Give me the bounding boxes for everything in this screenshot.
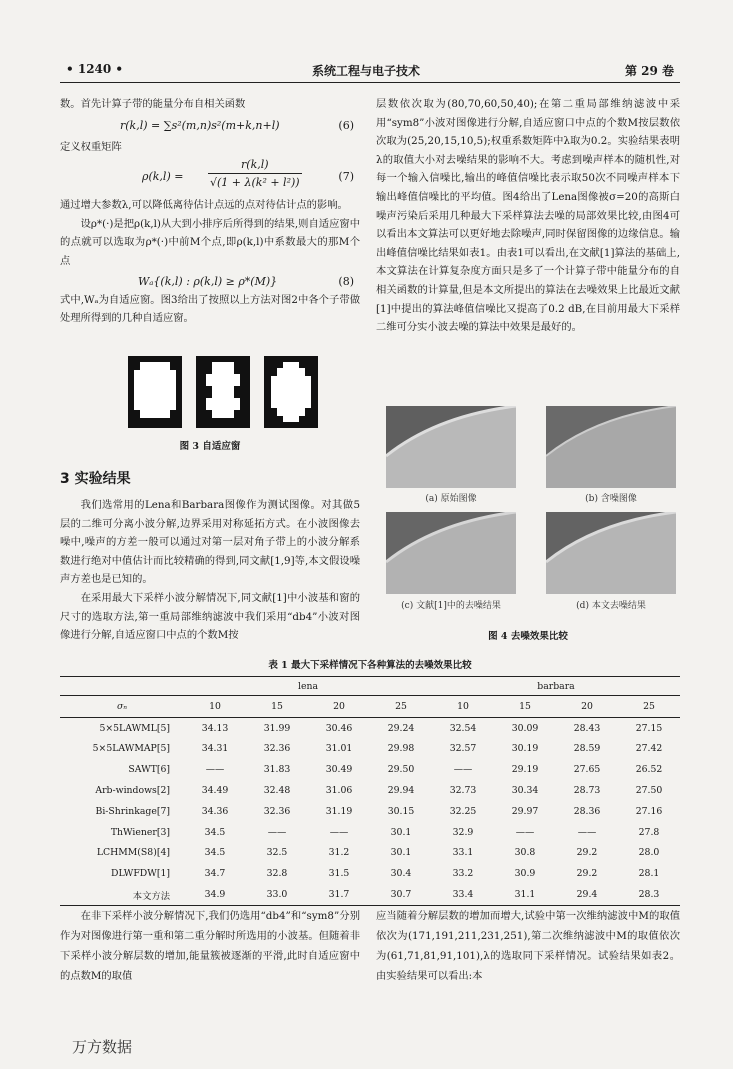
table-row <box>60 717 680 738</box>
value-cell: 31.99 <box>246 717 308 738</box>
value-cell: 29.94 <box>387 785 415 797</box>
sigma-cell: 15 <box>246 696 308 718</box>
sigma-label: σₙ <box>60 696 184 718</box>
value-cell: 33.2 <box>452 868 474 880</box>
section-heading: 3 实验结果 <box>60 471 131 487</box>
value-cell: 28.1 <box>638 868 660 880</box>
value-cell: 34.5 <box>204 826 226 838</box>
value-cell: 29.19 <box>511 764 539 776</box>
value-cell: 31.1 <box>494 884 556 905</box>
sigma-cell: 10 <box>432 696 494 718</box>
value-cell: 31.5 <box>328 868 350 880</box>
value-cell: 31.83 <box>263 764 291 776</box>
method-cell: DLWFDW[1] <box>110 868 170 880</box>
value-cell: 30.1 <box>390 826 412 838</box>
method-cell: 本文方法 <box>60 884 184 905</box>
value-cell: 32.36 <box>263 743 291 755</box>
value-cell: 34.49 <box>201 785 229 797</box>
value-cell: 30.09 <box>494 717 556 738</box>
results-table <box>60 676 680 906</box>
equation-6-body: r(k,l) = ∑s²(m,n)s²(m+k,n+l) <box>120 118 280 132</box>
bottom-left-text: 在非下采样小波分解情况下,我们仍选用“db4”和“sym8”分别作为对图像进行第一重和第二重分解时所选用的小波基。但随着非下采样小波分解层数的增加,能量簇被逐渐的平滑,此时自适应窗中的点数M的取值 <box>60 910 360 982</box>
value-cell: 29.97 <box>511 805 539 817</box>
value-cell: 30.7 <box>370 884 432 905</box>
sigma-cell: 25 <box>618 696 680 718</box>
value-cell: 27.42 <box>635 743 663 755</box>
value-cell: 31.7 <box>308 884 370 905</box>
bottom-left-paragraph <box>60 906 360 986</box>
value-cell: —— <box>329 826 349 838</box>
table-row <box>60 863 680 884</box>
adaptive-window-3 <box>264 356 318 428</box>
value-cell: 30.9 <box>514 868 536 880</box>
equation-6 <box>60 114 360 138</box>
equation-8 <box>60 271 360 291</box>
value-cell: 33.4 <box>432 884 494 905</box>
value-cell: 33.0 <box>246 884 308 905</box>
results-table-wrap <box>60 676 680 906</box>
table-sigma-row <box>60 696 680 718</box>
value-cell: 32.57 <box>449 743 477 755</box>
equation-8-body: Wₐ{(k,l) : ρ(k,l) ≥ ρ*(M)} <box>138 274 278 288</box>
value-cell: 30.8 <box>514 847 536 859</box>
equation-7-numerator: r(k,l) <box>208 156 302 174</box>
left-paragraph-4: 设ρ*(·)是把ρ(k,l)从大到小排序后所得到的结果,则自适应窗中的点就可以选取为ρ*(·)中前M个点,即ρ(k,l)中系数最大的那M个点 <box>60 217 360 267</box>
value-cell: 27.8 <box>638 826 660 838</box>
volume-label: 第 29 卷 <box>625 64 675 78</box>
value-cell: 27.50 <box>635 785 663 797</box>
figure-4d-label: (d) 本文去噪结果 <box>576 601 646 611</box>
figure-3-caption: 图 3 自适应窗 <box>179 441 241 452</box>
value-cell: —— <box>205 764 225 776</box>
value-cell: 29.24 <box>370 717 432 738</box>
group-barbara: barbara <box>432 677 680 696</box>
value-cell: —— <box>515 826 535 838</box>
value-cell: 30.1 <box>390 847 412 859</box>
bottom-right-paragraph <box>376 906 680 986</box>
table-row <box>60 884 680 905</box>
value-cell: 29.2 <box>576 847 598 859</box>
table-caption: 表 1 最大下采样情况下各种算法的去噪效果比较 <box>268 660 472 671</box>
value-cell: 30.46 <box>308 717 370 738</box>
value-cell: 34.36 <box>201 805 229 817</box>
value-cell: 29.2 <box>576 868 598 880</box>
sigma-cell: 15 <box>494 696 556 718</box>
value-cell: 34.9 <box>184 884 246 905</box>
value-cell: 28.73 <box>573 785 601 797</box>
value-cell: 32.5 <box>266 847 288 859</box>
value-cell: 31.06 <box>325 785 353 797</box>
method-cell: Bi-Shrinkage[7] <box>95 805 170 817</box>
table-row <box>60 801 680 822</box>
value-cell: 30.49 <box>325 764 353 776</box>
left-column <box>60 95 360 328</box>
value-cell: 29.50 <box>387 764 415 776</box>
right-column <box>376 95 680 337</box>
figure-4c-label: (c) 文献[1]中的去噪结果 <box>401 601 501 611</box>
method-cell: 5×5LAWMAP[5] <box>92 743 170 755</box>
left-column-lower <box>60 496 360 645</box>
table-row <box>60 780 680 801</box>
equation-7-denominator: √(1 + λ(k² + l²)) <box>210 176 300 190</box>
table-body <box>60 717 680 905</box>
value-cell: 28.43 <box>556 717 618 738</box>
value-cell: 30.4 <box>390 868 412 880</box>
method-cell: Arb-windows[2] <box>95 785 170 797</box>
method-cell: LCHMM(S8)[4] <box>96 847 170 859</box>
value-cell: 32.73 <box>449 785 477 797</box>
adaptive-window-1 <box>128 356 182 428</box>
value-cell: 30.15 <box>387 805 415 817</box>
table-row <box>60 822 680 843</box>
table-row <box>60 759 680 780</box>
table-row <box>60 739 680 760</box>
value-cell: 32.9 <box>452 826 474 838</box>
value-cell: 34.5 <box>204 847 226 859</box>
value-cell: 30.19 <box>511 743 539 755</box>
value-cell: 27.65 <box>573 764 601 776</box>
table-group-header <box>60 677 680 696</box>
page-number: • 1240 • <box>66 62 124 76</box>
value-cell: 32.48 <box>263 785 291 797</box>
value-cell: 32.36 <box>263 805 291 817</box>
value-cell: 34.7 <box>204 868 226 880</box>
value-cell: 32.54 <box>432 717 494 738</box>
right-paragraph-1: 层数依次取为(80,70,60,50,40);在第二重局部维纳滤波中采用“sym8”小波对图像进行分解,自适应窗口中点的个数M按层数依次取为(25,20,15,10,5);权重系数矩阵中λ取为0.2。实验结果表明λ的取值大小对去噪结果的影响不大。考虑到噪声样本的随机性,对每一个输入信噪比,输出的峰值信噪比表示取50次不同噪声样本下输出峰值信噪比的平均值。图4给出了Lena图像被σ=20的高斯白噪声污染后采用几种最大下采样算法去噪的局部效果比较,由图4可以看出本文算法可以更好地去除噪声,同时保留图像的边缘信息。输出峰值信噪比结果如表1。由表1可以看出,在文献[1]算法的基础上,本文算法在计算复杂度方面只是多了一个计算子带中能量分布的自相关函数的计算量,但是本文所提出的算法在去噪效果上比最近文献[1]中提出的算法峰值信噪比又提高了0.2 dB,在目前用最大下采样二维可分实小波去噪的算法中效果是最好的。 <box>376 98 680 334</box>
value-cell: 32.8 <box>266 868 288 880</box>
value-cell: 29.98 <box>387 743 415 755</box>
value-cell: 28.3 <box>618 884 680 905</box>
left-paragraph-3: 通过增大参数λ,可以降低离待估计点远的点对待估计点的影响。 <box>60 199 348 212</box>
figure-4b-image <box>546 406 676 488</box>
value-cell: —— <box>577 826 597 838</box>
table-corner <box>60 677 184 696</box>
value-cell: 31.19 <box>325 805 353 817</box>
value-cell: 32.25 <box>449 805 477 817</box>
left-paragraph-6: 我们选常用的Lena和Barbara图像作为测试图像。对其做5层的二维可分离小波分解,边界采用对称延拓方式。在小波图像去噪中,噪声的方差一般可以通过对第一层对角子带上的小波分解系数进行绝对中值估计而比较精确的得到,同文献[1,9]等,本文假设噪声方差也是已知的。 <box>60 499 360 586</box>
value-cell: —— <box>453 764 473 776</box>
left-paragraph-1: 数。首先计算子带的能量分布自相关函数 <box>60 98 246 110</box>
value-cell: 31.2 <box>328 847 350 859</box>
method-cell: SAWT[6] <box>128 764 170 776</box>
figure-4d-image <box>546 512 676 594</box>
value-cell: 31.01 <box>325 743 353 755</box>
sigma-cell: 25 <box>370 696 432 718</box>
value-cell: 34.13 <box>184 717 246 738</box>
equation-6-number: (6) <box>338 118 354 132</box>
left-paragraph-7: 在采用最大下采样小波分解情况下,同文献[1]中小波基和窗的尺寸的选取方法,第一重局部维纳滤波中我们采用“db4”小波对图像进行分解,自适应窗口中点的个数M按 <box>60 591 360 642</box>
table-row <box>60 843 680 864</box>
left-paragraph-5: 式中,Wₐ为自适应窗。图3给出了按照以上方法对图2中各个子带做处理所得到的几种自适应窗。 <box>60 293 360 325</box>
header-rule <box>60 82 680 83</box>
equation-7-fraction <box>208 156 302 191</box>
value-cell: 33.1 <box>452 847 474 859</box>
value-cell: 28.36 <box>573 805 601 817</box>
equation-7-lhs: ρ(k,l) = <box>142 170 184 184</box>
bottom-right-text: 应当随着分解层数的增加而增大,试验中第一次维纳滤波中M的取值依次为(171,191,211,231,251),第二次维纳滤波中M的取值依次为(61,71,81,91,101),λ的选取同下采样情况。试验结果如表2。由实验结果可以看出:本 <box>376 910 680 982</box>
figure-4b-label: (b) 含噪图像 <box>585 494 637 504</box>
value-cell: 28.0 <box>638 847 660 859</box>
value-cell: 28.59 <box>573 743 601 755</box>
value-cell: 34.31 <box>201 743 229 755</box>
value-cell: 26.52 <box>635 764 663 776</box>
group-lena: lena <box>184 677 432 696</box>
sigma-cell: 20 <box>556 696 618 718</box>
figure-4c-image <box>386 512 516 594</box>
journal-title: 系统工程与电子技术 <box>312 64 421 78</box>
equation-8-number: (8) <box>338 274 354 288</box>
figure-4a-label: (a) 原始图像 <box>425 494 477 504</box>
figure-4-caption: 图 4 去噪效果比较 <box>488 631 568 642</box>
equation-7 <box>60 156 360 196</box>
sigma-cell: 10 <box>184 696 246 718</box>
value-cell: 30.34 <box>511 785 539 797</box>
watermark: 万方数据 <box>72 1038 133 1056</box>
value-cell: 27.15 <box>618 717 680 738</box>
equation-7-number: (7) <box>338 170 354 184</box>
method-cell: ThWiener[3] <box>110 826 170 838</box>
sigma-cell: 20 <box>308 696 370 718</box>
figure-3-windows <box>128 352 320 432</box>
figure-4a-image <box>386 406 516 488</box>
method-cell: 5×5LAWML[5] <box>60 717 184 738</box>
left-paragraph-2: 定义权重矩阵 <box>60 140 122 153</box>
adaptive-window-2 <box>196 356 250 428</box>
value-cell: —— <box>267 826 287 838</box>
value-cell: 29.4 <box>556 884 618 905</box>
value-cell: 27.16 <box>635 805 663 817</box>
